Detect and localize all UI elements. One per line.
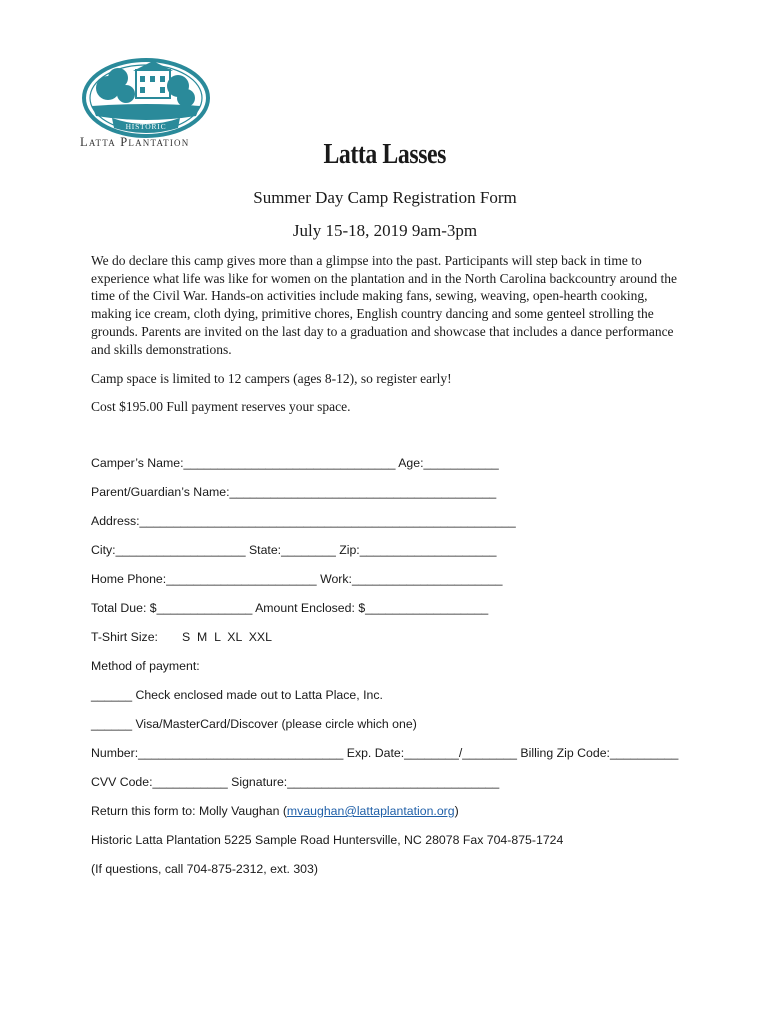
cost-note: Cost $195.00 Full payment reserves your space.	[91, 399, 351, 414]
mailing-address: Historic Latta Plantation 5225 Sample Road Huntersville, NC 28078 Fax 704-875-1724	[91, 833, 564, 847]
camper-name-field[interactable]: Camper’s Name:_______________________________ Age:___________	[91, 456, 499, 470]
card-option[interactable]: ______ Visa/MasterCard/Discover (please circle which one)	[91, 717, 417, 731]
city-state-zip-field[interactable]: City:___________________ State:________ Zip:____________________	[91, 543, 497, 557]
address-field[interactable]: Address:_______________________________________________________	[91, 514, 516, 528]
payment-total-fields[interactable]: Total Due: $______________ Amount Enclosed: $__________________	[91, 601, 489, 615]
logo-plantation-text: Latta Plantation	[80, 135, 190, 149]
page-title: Latta Lasses	[323, 138, 447, 170]
space-note: Camp space is limited to 12 campers (ages 8-12), so register early!	[91, 371, 452, 386]
phone-fields[interactable]: Home Phone:______________________ Work:______________________	[91, 572, 503, 586]
form-subtitle: Summer Day Camp Registration Form	[253, 188, 517, 207]
check-option[interactable]: ______ Check enclosed made out to Latta Place, Inc.	[91, 688, 383, 702]
tshirt-size-label: T-Shirt Size:	[91, 630, 158, 644]
tshirt-size-row	[91, 630, 272, 644]
camp-description: We do declare this camp gives more than a glimpse into the past. Participants will step back in time to experience what life was like for women on the plantation and in the North Carolina backcountry around the time of the Civil War. Hands-on activities include making fans, sewing, weaving, open-hearth cooking, making ice cream, cloth dying, primitive chores, English country dancing and some genteel strolling the grounds. Parents are invited on the last day to a graduation and showcase that includes a dance performance and skills demonstrations.	[91, 253, 677, 357]
tshirt-size-options[interactable]: S M L XL XXL	[181, 630, 272, 644]
card-number-field[interactable]: Number:______________________________ Exp. Date:________/________ Billing Zip Code:__________	[91, 746, 679, 760]
guardian-name-field[interactable]: Parent/Guardian’s Name:_______________________________________	[91, 485, 497, 499]
email-link[interactable]: mvaughan@lattaplantation.org	[286, 804, 455, 818]
questions-contact: (If questions, call 704-875-2312, ext. 303)	[91, 862, 318, 876]
logo-historic-text: HISTORIC	[125, 122, 167, 131]
camp-dates: July 15-18, 2019 9am-3pm	[292, 221, 478, 240]
cvv-signature-field[interactable]: CVV Code:___________ Signature:_______________________________	[91, 775, 500, 789]
return-instructions: Return this form to: Molly Vaughan (mvaughan@lattaplantation.org)	[91, 804, 459, 818]
payment-method-label: Method of payment:	[91, 659, 200, 673]
